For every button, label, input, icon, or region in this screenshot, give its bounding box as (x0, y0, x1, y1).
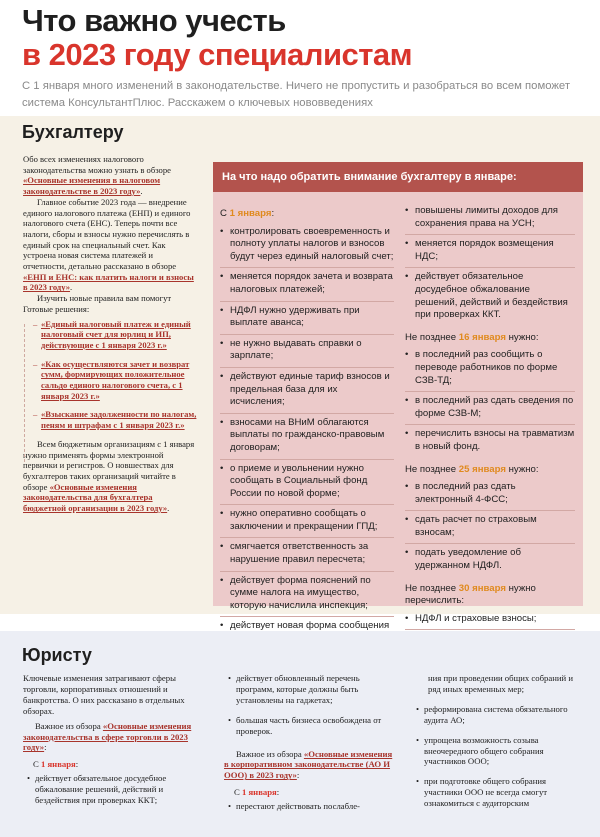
page-header (22, 4, 592, 112)
title-line-1: Что важно учесть (22, 3, 286, 38)
link-enp-ens-review[interactable]: «ЕНП и ЕНС: как платить налоги и взносы в 2023 году» (23, 271, 194, 293)
list-item: • меняется порядок зачета и возврата налоговых платежей; (220, 268, 394, 301)
list-item: • контролировать своевременность и полноту уплаты налогов и взносов будут через единый налоговый счет; (220, 223, 394, 269)
lawyer-column-2 (224, 673, 394, 821)
list-item: • действует обновленный перечень программ, которые должны быть установлены на гаджетах; (228, 673, 360, 705)
deadline-16-list (405, 346, 575, 457)
accountant-paragraph-1: Обо всех изменениях налогового законодательства можно узнать в обзоре «Основные изменения в налоговом законодательстве в 2023 году». (23, 154, 171, 197)
accountant-text-column (23, 154, 197, 514)
list-item: • НДФЛ и страховые взносы; (405, 610, 575, 631)
page-title (22, 4, 592, 72)
list-divider (24, 324, 25, 462)
list-item: • перестают действовать послабле- (228, 801, 360, 812)
panel-list-jan1 (220, 223, 394, 663)
deadline-30-heading: Не позднее 30 января нужно перечислить: (405, 582, 536, 607)
panel-column-2 (405, 202, 575, 656)
lawyer-paragraph-3: Важное из обзора «Основные изменения в корпоративном законодательстве (АО И ООО) в 2023 году»: (224, 748, 393, 781)
lawyer-jan1-heading-2: С 1 января: (234, 787, 280, 798)
lawyer-column-3 (412, 673, 584, 818)
lawyer-jan1-heading: С 1 января: (33, 759, 79, 770)
link-ready-solution-2[interactable]: «Как осуществляются зачет и возврат сумм, формирующих положительное сальдо единого налогового счета, с 1 января 2023 г.» (41, 358, 190, 401)
deadline-25-list (405, 478, 575, 577)
list-item: • действует обязательное досудебное обжалование решений, действий и бездействия при проверках ККТ. (405, 271, 568, 321)
lawyer-column-1 (23, 673, 203, 815)
panel-list-jan1-cont (405, 202, 575, 326)
list-item: • действует новая форма сообщения (220, 620, 390, 632)
list-item: • не нужно выдавать справки о зарплате; (220, 335, 394, 368)
list-item: – «Взыскание задолженности по налогам, пеням и штрафам с 1 января 2023 г.» (33, 409, 197, 431)
panel-intro: С 1 января: (220, 208, 275, 219)
accountant-section (0, 116, 600, 632)
list-item: • повышены лимиты доходов для сохранения права на УСН; (405, 202, 575, 235)
list-item: • большая часть бизнеса освобождена от проверок. (228, 714, 382, 736)
list-item: • действует форма пояснений по сумме налога на имущество, которую начислила инспекция; (220, 572, 394, 618)
link-corporate-review[interactable]: «Основные изменения в корпоративном законодательстве (АО И ООО) в 2023 году» (224, 748, 393, 781)
panel-heading: На что надо обратить внимание бухгалтеру в январе: (213, 162, 583, 192)
list-item: • НДФЛ нужно удерживать при выплате аванса; (220, 302, 394, 335)
link-budget-org-review[interactable]: «Основные изменения законодательства для бухгалтера бюджетной организации в 2023 году» (23, 481, 168, 514)
january-checklist-panel (213, 162, 583, 632)
list-item: • сдать расчет по страховым взносам; (405, 511, 575, 544)
link-tax-changes-review[interactable]: «Основные изменения в налоговом законодательстве в 2023 году» (23, 175, 161, 197)
link-ready-solution-1[interactable]: «Единый налоговый платеж и единый налоговый счет для юрлиц и ИП, действующие с 1 января 2023 г.» (41, 318, 191, 350)
lawyer-paragraph-2: Важное из обзора «Основные изменения законодательства в сфере торговли в 2023 году»: (23, 720, 192, 753)
lawyer-heading: Юристу (22, 645, 92, 665)
list-item: • при подготовке общего собрания участники ООО не всегда смогут ознакомиться с аудиторским (416, 776, 548, 809)
lawyer-section (0, 631, 600, 837)
list-item: • в последний раз сообщить о переводе работников по форме СЗВ-ТД; (405, 346, 575, 392)
list-item: • действуют единые тариф взносов и предельная база для их исчисления; (220, 368, 394, 414)
list-item: • нужно оперативно сообщать о заключении и прекращении ГПД; (220, 505, 394, 538)
deadline-25-heading: Не позднее 25 января нужно: (405, 463, 539, 475)
list-item: • о приеме и увольнении нужно сообщать в Социальный фонд России по новой форме; (220, 460, 394, 506)
list-item: • взносами на ВНиМ облагаются выплаты по гражданско-правовым договорам; (220, 414, 394, 460)
ready-solutions-list (23, 319, 197, 431)
list-item: • упрощена возможность созыва внеочередного общего собрания участников ООО; (416, 734, 544, 767)
lawyer-paragraph-1: Ключевые изменения затрагивают сферы торговли, корпоративных отношений и банкротства. О них рассказано в отдельных обзорах. (23, 673, 185, 716)
panel-column-1 (220, 202, 394, 662)
deadline-16-heading: Не позднее 16 января нужно: (405, 331, 539, 343)
list-item: • подать уведомление об удержанном НДФЛ. (405, 547, 521, 572)
list-item: – «Единый налоговый платеж и единый налоговый счет для юрлиц и ИП, действующие с 1 января 2023 г.» (33, 319, 197, 351)
list-item: • действует обязательное досудебное обжалование решений, действий и бездействия при проверках ККТ; (27, 773, 167, 806)
accountant-paragraph-2: Главное событие 2023 года — внедрение единого налогового платежа (ЕНП) и единого налогового счета (ЕНС). Теперь почти все налоги, сборы и взносы нужно перечислять в единый срок на специальный счет. Как устроена новая система платежей и отчетности, детально рассказано в обзоре «ЕНП и ЕНС: как платить налоги и взносы в 2023 году». (23, 196, 194, 293)
list-item: • меняется порядок возмещения НДС; (405, 235, 575, 268)
list-item: • перечислить взносы на травматизм в новый фонд. (405, 428, 575, 452)
accountant-paragraph-3: Изучить новые правила вам помогут Готовые решения: (23, 293, 172, 314)
list-item: – «Как осуществляются зачет и возврат сумм, формирующих положительное сальдо единого налогового счета, с 1 января 2023 г.» (33, 359, 197, 402)
link-trade-review[interactable]: «Основные изменения законодательства в сфере торговли в 2023 году» (23, 720, 192, 753)
lead-paragraph: С 1 января много изменений в законодательстве. Ничего не пропустить и разобраться во всем поможет система КонсультантПлюс. Расскажем о ключевых нововведениях (22, 80, 571, 109)
list-item: • смягчается ответственность за нарушение правил пересчета; (220, 538, 394, 571)
lawyer-continued-text: ния при проведении общих собраний и ряд иных временных мер; (428, 673, 574, 694)
list-item: • в последний раз сдать электронный 4-ФСС; (405, 478, 575, 511)
list-item: • реформирована система обязательного аудита АО; (416, 703, 568, 725)
link-ready-solution-3[interactable]: «Взыскание задолженности по налогам, пеням и штрафам с 1 января 2023 г.» (41, 409, 197, 431)
accountant-paragraph-4: Всем бюджетным организациям с 1 января нужно применять формы электронной первички и регистров. О новшествах для бухгалтеров таких организаций читайте в обзоре «Основные изменения законодательства для бухгалтера бюджетной организации в 2023 году». (23, 438, 195, 514)
title-line-2: в 2023 году специалистам (22, 37, 413, 72)
accountant-heading: Бухгалтеру (22, 122, 124, 142)
list-item: • в последний раз сдать сведения по форме СЗВ-М; (405, 392, 575, 425)
